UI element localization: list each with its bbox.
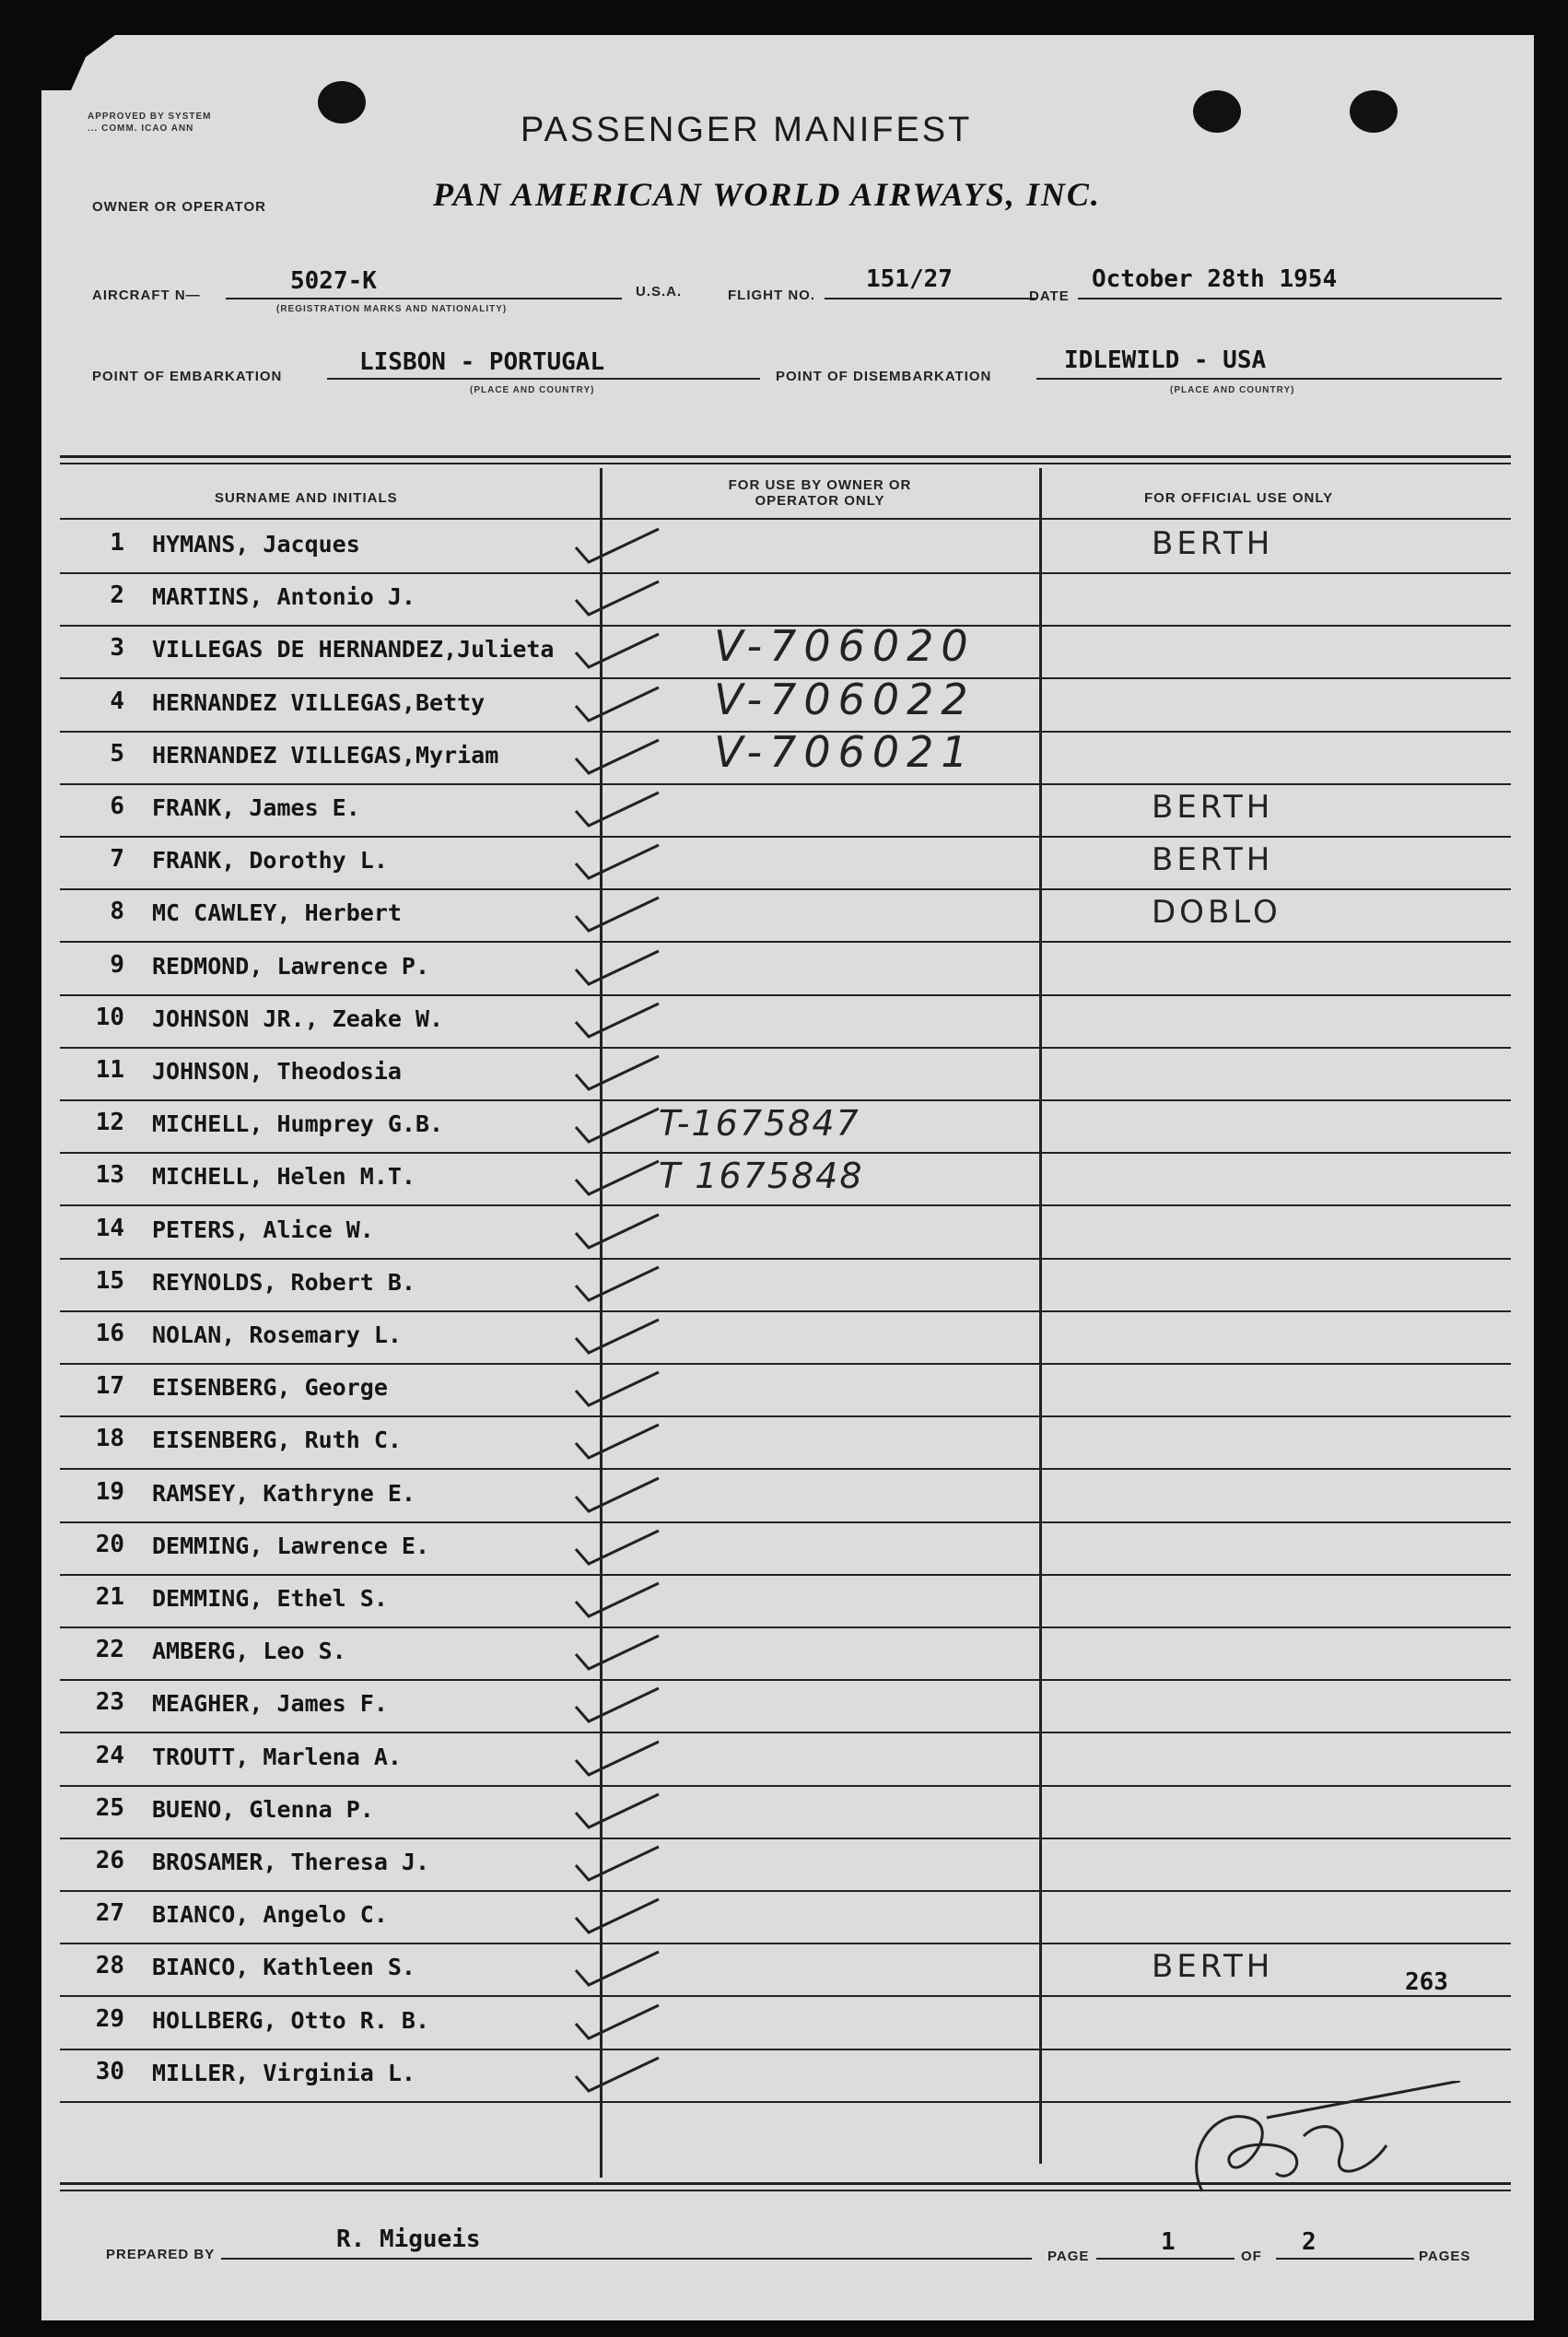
aircraft-value: 5027-K: [290, 267, 377, 295]
row-number: 14: [95, 1215, 124, 1242]
flight-value: 151/27: [866, 265, 953, 293]
row-number: 1: [110, 529, 124, 557]
table-row: [41, 2005, 1515, 2051]
row-rule: [60, 1627, 1511, 1628]
row-number: 20: [95, 1531, 124, 1558]
disembark-caption: (PLACE AND COUNTRY): [1170, 385, 1295, 395]
table-row: [41, 1948, 1515, 1998]
official-note: BERTH: [1152, 789, 1274, 826]
check-mark-icon: [557, 1576, 668, 1622]
check-mark-icon: [557, 890, 668, 936]
date-label: DATE: [1029, 288, 1070, 304]
row-rule: [60, 1099, 1511, 1101]
passenger-name: MILLER, Virginia L.: [152, 2060, 415, 2086]
row-rule: [60, 1838, 1511, 1839]
table-row: [41, 1425, 1515, 1471]
table-row: [41, 894, 1515, 944]
row-rule: [60, 1890, 1511, 1892]
table-row: [41, 1056, 1515, 1102]
passenger-name: BIANCO, Kathleen S.: [152, 1954, 415, 1980]
row-number: 15: [95, 1267, 124, 1295]
row-number: 2: [110, 581, 124, 609]
row-rule: [60, 888, 1511, 890]
table-row: [41, 1688, 1515, 1734]
disembark-label: POINT OF DISEMBARKATION: [776, 369, 992, 384]
row-number: 7: [110, 845, 124, 873]
row-rule: [60, 1995, 1511, 1997]
row-rule: [60, 1574, 1511, 1576]
row-number: 16: [95, 1320, 124, 1347]
row-rule: [60, 994, 1511, 996]
row-number: 8: [110, 898, 124, 925]
check-mark-icon: [557, 680, 668, 726]
row-number: 17: [95, 1372, 124, 1400]
row-number: 10: [95, 1004, 124, 1031]
check-mark-icon: [557, 574, 668, 620]
row-number: 30: [95, 2058, 124, 2085]
row-rule: [60, 1679, 1511, 1681]
check-mark-icon: [557, 1312, 668, 1358]
check-mark-icon: [557, 1417, 668, 1463]
table-row: [41, 1215, 1515, 1261]
page-value: 1: [1161, 2228, 1176, 2256]
column-header-official: FOR OFFICIAL USE ONLY: [1144, 490, 1334, 506]
column-header-surname: SURNAME AND INITIALS: [215, 490, 398, 506]
row-number: 29: [95, 2005, 124, 2033]
owner-note: V-706021: [714, 727, 976, 777]
page-title: PASSENGER MANIFEST: [521, 111, 973, 149]
check-mark-icon: [557, 996, 668, 1042]
table-row: [41, 1267, 1515, 1313]
check-mark-icon: [557, 1101, 668, 1147]
row-rule: [60, 1204, 1511, 1206]
embark-value: LISBON - PORTUGAL: [359, 348, 605, 376]
official-count: 263: [1405, 1968, 1448, 1996]
table-row: [41, 1847, 1515, 1893]
passenger-name: MC CAWLEY, Herbert: [152, 899, 402, 926]
check-mark-icon: [557, 944, 668, 990]
row-number: 27: [95, 1899, 124, 1927]
check-mark-icon: [557, 838, 668, 884]
owner-note: T-1675847: [659, 1103, 860, 1144]
check-mark-icon: [557, 785, 668, 831]
prepared-value: R. Migueis: [336, 2225, 481, 2253]
flight-label: FLIGHT NO.: [728, 288, 815, 303]
row-rule: [60, 1415, 1511, 1417]
passenger-name: MARTINS, Antonio J.: [152, 583, 415, 610]
row-number: 28: [95, 1952, 124, 1979]
row-number: 18: [95, 1425, 124, 1452]
row-number: 12: [95, 1109, 124, 1136]
passenger-name: HERNANDEZ VILLEGAS,Myriam: [152, 742, 499, 769]
embark-caption: (PLACE AND COUNTRY): [470, 385, 595, 395]
table-row: [41, 1156, 1515, 1207]
row-rule: [60, 1468, 1511, 1470]
punch-hole-left: [318, 81, 366, 123]
date-value: October 28th 1954: [1092, 265, 1338, 293]
table-row: [41, 951, 1515, 997]
row-rule: [60, 572, 1511, 574]
passenger-name: HOLLBERG, Otto R. B.: [152, 2007, 430, 2034]
table-row: [41, 1320, 1515, 1366]
passenger-name: BROSAMER, Theresa J.: [152, 1849, 430, 1875]
row-number: 5: [110, 740, 124, 768]
check-mark-icon: [557, 1365, 668, 1411]
passenger-name: DEMMING, Lawrence E.: [152, 1533, 430, 1559]
passenger-name: MICHELL, Helen M.T.: [152, 1163, 415, 1190]
owner-label: OWNER OR OPERATOR: [92, 199, 266, 215]
check-mark-icon: [557, 1944, 668, 1991]
table-row: [41, 1899, 1515, 1945]
row-rule: [60, 2049, 1511, 2050]
row-number: 11: [95, 1056, 124, 1084]
row-number: 22: [95, 1636, 124, 1663]
row-number: 9: [110, 951, 124, 979]
row-number: 25: [95, 1794, 124, 1822]
row-number: 4: [110, 687, 124, 715]
usa-label: U.S.A.: [636, 284, 683, 299]
table-row: [41, 1004, 1515, 1050]
prepared-label: PREPARED BY: [106, 2247, 216, 2262]
check-mark-icon: [557, 733, 668, 779]
table-row: [41, 1478, 1515, 1524]
table-row: [41, 1742, 1515, 1788]
column-header-owner: FOR USE BY OWNER OR OPERATOR ONLY: [728, 477, 912, 509]
passenger-name: MEAGHER, James F.: [152, 1690, 388, 1717]
official-note: DOBLO: [1152, 894, 1281, 931]
row-rule: [60, 1732, 1511, 1733]
check-mark-icon: [557, 1049, 668, 1095]
check-mark-icon: [557, 1154, 668, 1200]
row-rule: [60, 1521, 1511, 1523]
row-number: 23: [95, 1688, 124, 1716]
check-mark-icon: [557, 1839, 668, 1885]
check-mark-icon: [557, 1892, 668, 1938]
table-row: [41, 1583, 1515, 1629]
table-row: [41, 525, 1515, 575]
table-row: [41, 727, 1515, 786]
table-row: [41, 1372, 1515, 1418]
passenger-name: VILLEGAS DE HERNANDEZ,Julieta: [152, 636, 555, 663]
passenger-name: HERNANDEZ VILLEGAS,Betty: [152, 689, 486, 716]
row-number: 21: [95, 1583, 124, 1611]
official-note: BERTH: [1152, 525, 1274, 562]
passenger-name: MICHELL, Humprey G.B.: [152, 1110, 444, 1137]
table-row: [41, 621, 1515, 680]
passenger-name: AMBERG, Leo S.: [152, 1638, 346, 1664]
table-row: [41, 1794, 1515, 1840]
table-row: [41, 789, 1515, 839]
approval-stamp: APPROVED BY SYSTEM ... COMM. ICAO ANN: [88, 112, 212, 134]
table-row: [41, 1103, 1515, 1155]
row-rule: [60, 1047, 1511, 1049]
passenger-name: NOLAN, Rosemary L.: [152, 1321, 402, 1348]
row-number: 19: [95, 1478, 124, 1506]
row-rule: [60, 1258, 1511, 1260]
official-note: BERTH: [1152, 1948, 1274, 1985]
check-mark-icon: [557, 1734, 668, 1780]
passenger-name: JOHNSON, Theodosia: [152, 1058, 402, 1085]
check-mark-icon: [557, 1681, 668, 1727]
check-mark-icon: [557, 1998, 668, 2044]
owner-note: V-706022: [714, 675, 976, 724]
row-rule: [60, 1943, 1511, 1944]
punch-hole-right-2: [1350, 90, 1398, 133]
row-rule: [60, 836, 1511, 838]
passenger-name: RAMSEY, Kathryne E.: [152, 1480, 415, 1507]
row-number: 13: [95, 1161, 124, 1189]
check-mark-icon: [557, 1207, 668, 1253]
row-number: 3: [110, 634, 124, 662]
passenger-name: EISENBERG, Ruth C.: [152, 1427, 402, 1453]
row-rule: [60, 783, 1511, 785]
manifest-sheet: [41, 35, 1534, 2320]
passenger-name: FRANK, James E.: [152, 794, 360, 821]
passenger-name: TROUTT, Marlena A.: [152, 1744, 402, 1770]
row-number: 24: [95, 1742, 124, 1769]
check-mark-icon: [557, 2050, 668, 2096]
row-rule: [60, 1363, 1511, 1365]
row-number: 26: [95, 1847, 124, 1874]
passenger-name: REDMOND, Lawrence P.: [152, 953, 430, 980]
check-mark-icon: [557, 1260, 668, 1306]
table-row: [41, 1531, 1515, 1577]
passenger-name: FRANK, Dorothy L.: [152, 847, 388, 874]
aircraft-caption: (REGISTRATION MARKS AND NATIONALITY): [276, 304, 508, 314]
passenger-name: EISENBERG, George: [152, 1374, 388, 1401]
row-rule: [60, 1785, 1511, 1787]
pages-label: PAGES: [1419, 2249, 1471, 2264]
of-value: 2: [1302, 2228, 1316, 2256]
passenger-name: BIANCO, Angelo C.: [152, 1901, 388, 1928]
check-mark-icon: [557, 1628, 668, 1674]
page-label: PAGE: [1047, 2249, 1090, 2264]
table-row: [41, 1636, 1515, 1682]
check-mark-icon: [557, 522, 668, 568]
punch-hole-right-1: [1193, 90, 1241, 133]
check-mark-icon: [557, 627, 668, 673]
row-rule: [60, 941, 1511, 943]
torn-corner: [41, 35, 115, 90]
aircraft-label: AIRCRAFT N—: [92, 288, 201, 303]
passenger-name: PETERS, Alice W.: [152, 1216, 374, 1243]
passenger-name: DEMMING, Ethel S.: [152, 1585, 388, 1612]
row-number: 6: [110, 793, 124, 820]
official-note: BERTH: [1152, 841, 1274, 878]
row-rule: [60, 1152, 1511, 1154]
table-row: [41, 841, 1515, 891]
passenger-name: HYMANS, Jacques: [152, 531, 360, 558]
check-mark-icon: [557, 1471, 668, 1517]
disembark-value: IDLEWILD - USA: [1064, 346, 1267, 374]
row-rule: [60, 1310, 1511, 1312]
check-mark-icon: [557, 1523, 668, 1569]
owner-note: T 1675848: [659, 1156, 864, 1196]
passenger-name: JOHNSON JR., Zeake W.: [152, 1005, 444, 1032]
embark-label: POINT OF EMBARKATION: [92, 369, 283, 384]
passenger-name: BUENO, Glenna P.: [152, 1796, 374, 1823]
check-mark-icon: [557, 1787, 668, 1833]
of-label: OF: [1241, 2249, 1262, 2264]
owner-note: V-706020: [714, 621, 976, 671]
passenger-name: REYNOLDS, Robert B.: [152, 1269, 415, 1296]
company-name: PAN AMERICAN WORLD AIRWAYS, INC.: [433, 176, 1101, 213]
